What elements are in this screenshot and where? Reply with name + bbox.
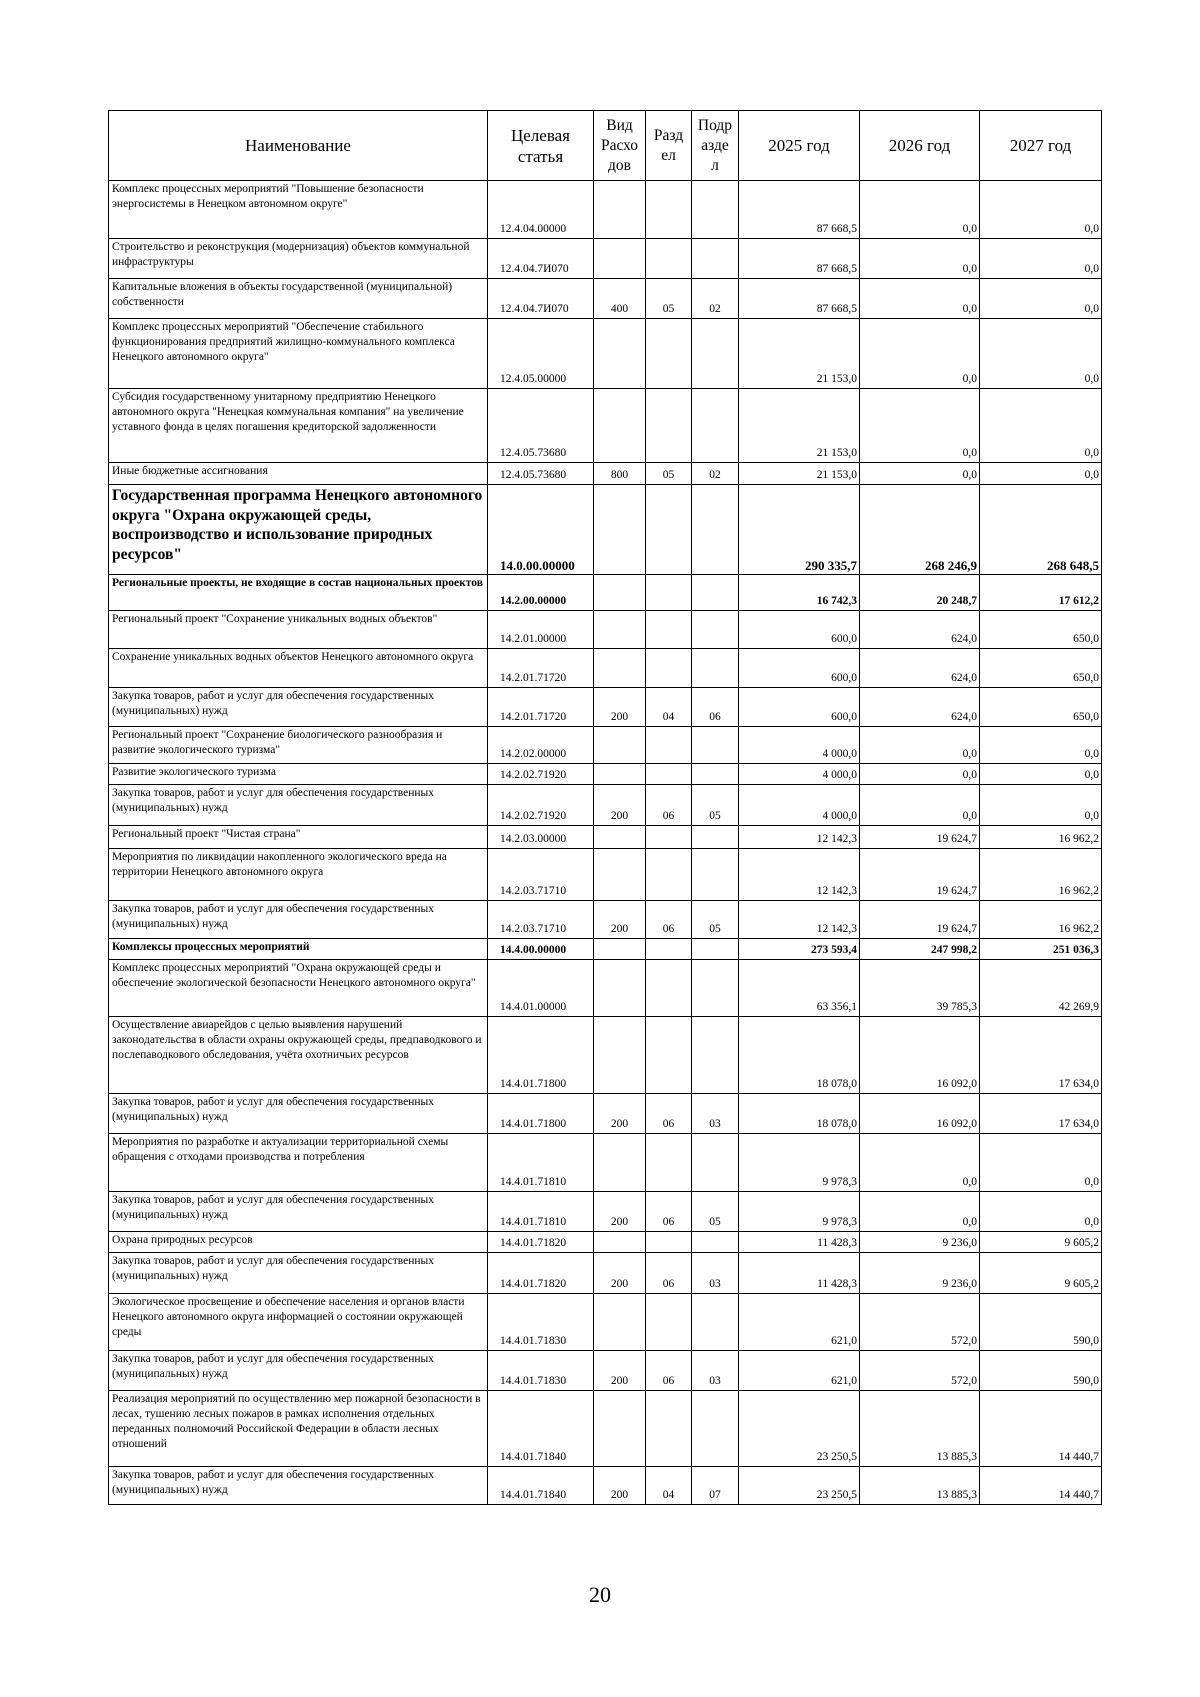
- row-subsection: [692, 319, 739, 389]
- row-value-2027: 0,0: [980, 1192, 1102, 1232]
- row-target-code: 14.0.00.00000: [488, 485, 594, 575]
- row-value-2026: 16 092,0: [860, 1017, 980, 1094]
- row-value-2026: 0,0: [860, 463, 980, 485]
- row-value-2025: 9 978,3: [739, 1134, 860, 1192]
- row-exp-type: [594, 649, 646, 688]
- row-subsection: 03: [692, 1253, 739, 1294]
- table-row: [109, 688, 1102, 727]
- table-row: [109, 960, 1102, 1017]
- row-value-2026: 39 785,3: [860, 960, 980, 1017]
- row-subsection: [692, 1017, 739, 1094]
- row-target-code: 14.2.02.71920: [488, 785, 594, 826]
- row-subsection: [692, 1391, 739, 1467]
- row-value-2026: 624,0: [860, 649, 980, 688]
- row-exp-type: 200: [594, 688, 646, 727]
- row-subsection: 05: [692, 1192, 739, 1232]
- row-value-2025: 273 593,4: [739, 939, 860, 960]
- row-name: Закупка товаров, работ и услуг для обеспечения государственных (муниципальных) нужд: [109, 785, 488, 826]
- row-section: [646, 575, 692, 611]
- row-value-2025: 12 142,3: [739, 849, 860, 901]
- row-value-2027: 590,0: [980, 1351, 1102, 1391]
- row-target-code: 14.4.01.71840: [488, 1391, 594, 1467]
- row-value-2025: 621,0: [739, 1294, 860, 1351]
- table-row: [109, 1017, 1102, 1094]
- row-name: Развитие экологического туризма: [109, 764, 488, 785]
- row-value-2027: 42 269,9: [980, 960, 1102, 1017]
- row-name: Региональный проект "Сохранение биологического разнообразия и развитие экологического туризма": [109, 727, 488, 764]
- table-row: [109, 463, 1102, 485]
- row-exp-type: [594, 849, 646, 901]
- row-value-2027: 0,0: [980, 463, 1102, 485]
- row-value-2027: 17 634,0: [980, 1017, 1102, 1094]
- row-value-2027: 16 962,2: [980, 826, 1102, 849]
- row-section: [646, 319, 692, 389]
- row-value-2025: 4 000,0: [739, 764, 860, 785]
- table-row: [109, 649, 1102, 688]
- row-value-2027: 0,0: [980, 727, 1102, 764]
- table-row: [109, 1192, 1102, 1232]
- table-row: [109, 1094, 1102, 1134]
- row-value-2027: 14 440,7: [980, 1391, 1102, 1467]
- row-name: Комплексы процессных мероприятий: [109, 939, 488, 960]
- row-value-2025: 63 356,1: [739, 960, 860, 1017]
- row-section: [646, 764, 692, 785]
- row-target-code: 14.4.01.71800: [488, 1017, 594, 1094]
- row-value-2025: 21 153,0: [739, 389, 860, 463]
- table-row: [109, 1294, 1102, 1351]
- row-value-2026: 624,0: [860, 688, 980, 727]
- row-value-2026: 13 885,3: [860, 1391, 980, 1467]
- row-subsection: [692, 727, 739, 764]
- row-value-2026: 0,0: [860, 181, 980, 239]
- row-section: [646, 389, 692, 463]
- row-section: [646, 1134, 692, 1192]
- row-section: 06: [646, 901, 692, 939]
- row-value-2027: 0,0: [980, 279, 1102, 319]
- row-target-code: 14.2.01.71720: [488, 688, 594, 727]
- row-value-2025: 18 078,0: [739, 1094, 860, 1134]
- row-value-2025: 11 428,3: [739, 1253, 860, 1294]
- row-subsection: 05: [692, 901, 739, 939]
- row-name: Экологическое просвещение и обеспечение населения и органов власти Ненецкого автономного округа информацией о состоянии окружающей среды: [109, 1294, 488, 1351]
- row-name: Комплекс процессных мероприятий "Обеспечение стабильного функционирования предприятий жилищно-коммунального комплекса Ненецкого автономного округа": [109, 319, 488, 389]
- row-target-code: 12.4.05.00000: [488, 319, 594, 389]
- row-target-code: 14.4.01.71810: [488, 1134, 594, 1192]
- row-value-2026: 247 998,2: [860, 939, 980, 960]
- row-exp-type: [594, 181, 646, 239]
- row-exp-type: 200: [594, 1351, 646, 1391]
- row-value-2027: 14 440,7: [980, 1467, 1102, 1505]
- row-value-2025: 621,0: [739, 1351, 860, 1391]
- row-value-2025: 21 153,0: [739, 463, 860, 485]
- row-exp-type: 800: [594, 463, 646, 485]
- table-row: [109, 1351, 1102, 1391]
- row-value-2026: 0,0: [860, 389, 980, 463]
- row-value-2027: 9 605,2: [980, 1253, 1102, 1294]
- row-name: Сохранение уникальных водных объектов Ненецкого автономного округа: [109, 649, 488, 688]
- row-value-2026: 9 236,0: [860, 1253, 980, 1294]
- row-subsection: 02: [692, 279, 739, 319]
- row-value-2026: 19 624,7: [860, 901, 980, 939]
- row-value-2027: 650,0: [980, 688, 1102, 727]
- row-section: [646, 611, 692, 649]
- row-value-2027: 251 036,3: [980, 939, 1102, 960]
- table-row: [109, 319, 1102, 389]
- row-exp-type: [594, 826, 646, 849]
- row-name: Реализация мероприятий по осуществлению мер пожарной безопасности в лесах, тушению лесных пожаров в рамках исполнения отдельных переданных полномочий Российской Федерации в области лесных отношений: [109, 1391, 488, 1467]
- row-subsection: [692, 939, 739, 960]
- row-exp-type: [594, 575, 646, 611]
- row-section: 04: [646, 1467, 692, 1505]
- row-exp-type: 200: [594, 1094, 646, 1134]
- row-value-2026: 20 248,7: [860, 575, 980, 611]
- row-exp-type: 200: [594, 1253, 646, 1294]
- table-row: [109, 849, 1102, 901]
- row-target-code: 14.2.02.71920: [488, 764, 594, 785]
- row-value-2025: 11 428,3: [739, 1232, 860, 1253]
- header-name: Наименование: [109, 111, 488, 181]
- row-subsection: [692, 485, 739, 575]
- row-section: 04: [646, 688, 692, 727]
- row-value-2026: 0,0: [860, 785, 980, 826]
- row-value-2027: 17 612,2: [980, 575, 1102, 611]
- row-value-2025: 9 978,3: [739, 1192, 860, 1232]
- row-name: Региональные проекты, не входящие в состав национальных проектов: [109, 575, 488, 611]
- row-subsection: [692, 611, 739, 649]
- row-name: Мероприятия по разработке и актуализации территориальной схемы обращения с отходами производства и потребления: [109, 1134, 488, 1192]
- row-subsection: 03: [692, 1351, 739, 1391]
- row-target-code: 12.4.04.7И070: [488, 239, 594, 279]
- row-exp-type: 200: [594, 785, 646, 826]
- row-exp-type: [594, 611, 646, 649]
- row-subsection: [692, 389, 739, 463]
- table-row: [109, 611, 1102, 649]
- row-value-2026: 0,0: [860, 279, 980, 319]
- row-name: Иные бюджетные ассигнования: [109, 463, 488, 485]
- row-value-2027: 650,0: [980, 649, 1102, 688]
- row-value-2025: 16 742,3: [739, 575, 860, 611]
- row-value-2025: 12 142,3: [739, 901, 860, 939]
- row-target-code: 12.4.05.73680: [488, 463, 594, 485]
- row-target-code: 14.4.01.71810: [488, 1192, 594, 1232]
- table-row: [109, 575, 1102, 611]
- row-target-code: 14.4.00.00000: [488, 939, 594, 960]
- row-section: [646, 485, 692, 575]
- row-value-2026: 9 236,0: [860, 1232, 980, 1253]
- row-value-2026: 572,0: [860, 1351, 980, 1391]
- row-target-code: 14.4.01.71830: [488, 1294, 594, 1351]
- row-section: 06: [646, 1094, 692, 1134]
- row-value-2027: 0,0: [980, 1134, 1102, 1192]
- row-subsection: 02: [692, 463, 739, 485]
- row-name: Закупка товаров, работ и услуг для обеспечения государственных (муниципальных) нужд: [109, 1192, 488, 1232]
- row-exp-type: 200: [594, 1192, 646, 1232]
- row-value-2025: 87 668,5: [739, 279, 860, 319]
- row-name: Капитальные вложения в объекты государственной (муниципальной) собственности: [109, 279, 488, 319]
- row-section: [646, 1294, 692, 1351]
- row-name: Закупка товаров, работ и услуг для обеспечения государственных (муниципальных) нужд: [109, 1351, 488, 1391]
- row-value-2026: 268 246,9: [860, 485, 980, 575]
- table-row: [109, 826, 1102, 849]
- row-section: [646, 1017, 692, 1094]
- row-section: 06: [646, 1253, 692, 1294]
- row-name: Закупка товаров, работ и услуг для обеспечения государственных (муниципальных) нужд: [109, 1467, 488, 1505]
- header-2026: 2026 год: [860, 111, 980, 181]
- row-section: 06: [646, 1192, 692, 1232]
- table-row: [109, 279, 1102, 319]
- row-value-2025: 600,0: [739, 649, 860, 688]
- table-row: [109, 939, 1102, 960]
- row-exp-type: [594, 1134, 646, 1192]
- row-name: Охрана природных ресурсов: [109, 1232, 488, 1253]
- table-row: [109, 1232, 1102, 1253]
- row-subsection: [692, 1294, 739, 1351]
- row-value-2026: 0,0: [860, 764, 980, 785]
- row-subsection: 03: [692, 1094, 739, 1134]
- header-2027: 2027 год: [980, 111, 1102, 181]
- row-subsection: [692, 764, 739, 785]
- row-value-2025: 290 335,7: [739, 485, 860, 575]
- row-subsection: [692, 960, 739, 1017]
- row-value-2027: 0,0: [980, 319, 1102, 389]
- row-exp-type: [594, 1391, 646, 1467]
- row-exp-type: 200: [594, 901, 646, 939]
- row-value-2026: 0,0: [860, 319, 980, 389]
- row-value-2025: 600,0: [739, 688, 860, 727]
- row-value-2027: 9 605,2: [980, 1232, 1102, 1253]
- row-value-2026: 19 624,7: [860, 849, 980, 901]
- row-subsection: [692, 1232, 739, 1253]
- row-target-code: 14.2.03.00000: [488, 826, 594, 849]
- row-section: [646, 960, 692, 1017]
- row-value-2025: 21 153,0: [739, 319, 860, 389]
- row-value-2026: 16 092,0: [860, 1094, 980, 1134]
- row-value-2027: 0,0: [980, 239, 1102, 279]
- row-section: [646, 939, 692, 960]
- header-section: Разд ел: [646, 111, 692, 181]
- row-value-2025: 18 078,0: [739, 1017, 860, 1094]
- row-subsection: [692, 649, 739, 688]
- header-exp-type: Вид Расхо дов: [594, 111, 646, 181]
- row-subsection: 06: [692, 688, 739, 727]
- page-number: 20: [589, 1582, 611, 1607]
- row-exp-type: [594, 1294, 646, 1351]
- row-subsection: [692, 575, 739, 611]
- row-target-code: 14.2.01.00000: [488, 611, 594, 649]
- row-value-2027: 0,0: [980, 785, 1102, 826]
- row-value-2027: 590,0: [980, 1294, 1102, 1351]
- row-target-code: 14.2.03.71710: [488, 849, 594, 901]
- row-value-2026: 572,0: [860, 1294, 980, 1351]
- row-section: 05: [646, 279, 692, 319]
- row-value-2027: 17 634,0: [980, 1094, 1102, 1134]
- table-row: [109, 727, 1102, 764]
- row-subsection: 07: [692, 1467, 739, 1505]
- budget-table: [108, 110, 1102, 1505]
- row-name: Государственная программа Ненецкого автономного округа "Охрана окружающей среды, воспроизводство и использование природных ресурсов": [109, 485, 488, 575]
- row-target-code: 12.4.04.7И070: [488, 279, 594, 319]
- row-name: Закупка товаров, работ и услуг для обеспечения государственных (муниципальных) нужд: [109, 1094, 488, 1134]
- row-exp-type: [594, 319, 646, 389]
- row-name: Комплекс процессных мероприятий "Повышение безопасности энергосистемы в Ненецком автономном округе": [109, 181, 488, 239]
- row-value-2027: 650,0: [980, 611, 1102, 649]
- row-section: [646, 1391, 692, 1467]
- row-section: [646, 649, 692, 688]
- row-exp-type: [594, 485, 646, 575]
- row-name: Закупка товаров, работ и услуг для обеспечения государственных (муниципальных) нужд: [109, 901, 488, 939]
- row-value-2027: 0,0: [980, 181, 1102, 239]
- row-value-2027: 16 962,2: [980, 849, 1102, 901]
- row-name: Закупка товаров, работ и услуг для обеспечения государственных (муниципальных) нужд: [109, 688, 488, 727]
- row-section: [646, 727, 692, 764]
- row-value-2026: 19 624,7: [860, 826, 980, 849]
- row-value-2025: 87 668,5: [739, 181, 860, 239]
- header-target: Целевая статья: [488, 111, 594, 181]
- row-name: Мероприятия по ликвидации накопленного экологического вреда на территории Ненецкого автономного округа: [109, 849, 488, 901]
- row-value-2025: 4 000,0: [739, 727, 860, 764]
- table-row: [109, 1467, 1102, 1505]
- row-subsection: [692, 826, 739, 849]
- table-row: [109, 239, 1102, 279]
- row-value-2027: 268 648,5: [980, 485, 1102, 575]
- row-target-code: 14.2.03.71710: [488, 901, 594, 939]
- row-exp-type: [594, 727, 646, 764]
- row-section: [646, 181, 692, 239]
- row-exp-type: [594, 764, 646, 785]
- row-subsection: [692, 239, 739, 279]
- row-target-code: 12.4.04.00000: [488, 181, 594, 239]
- table-body: [109, 181, 1102, 1505]
- row-section: 06: [646, 785, 692, 826]
- row-target-code: 14.4.01.71800: [488, 1094, 594, 1134]
- row-value-2026: 624,0: [860, 611, 980, 649]
- row-target-code: 14.4.01.71820: [488, 1253, 594, 1294]
- row-subsection: [692, 181, 739, 239]
- row-section: [646, 826, 692, 849]
- row-exp-type: [594, 239, 646, 279]
- row-target-code: 14.4.01.71830: [488, 1351, 594, 1391]
- row-value-2027: 16 962,2: [980, 901, 1102, 939]
- row-value-2026: 13 885,3: [860, 1467, 980, 1505]
- table-row: [109, 181, 1102, 239]
- row-exp-type: 200: [594, 1467, 646, 1505]
- table-row: [109, 764, 1102, 785]
- table-row: [109, 901, 1102, 939]
- header-row: [109, 111, 1102, 181]
- row-value-2025: 12 142,3: [739, 826, 860, 849]
- row-exp-type: [594, 939, 646, 960]
- header-2025: 2025 год: [739, 111, 860, 181]
- row-value-2025: 4 000,0: [739, 785, 860, 826]
- row-exp-type: [594, 1017, 646, 1094]
- row-value-2025: 23 250,5: [739, 1467, 860, 1505]
- row-value-2025: 23 250,5: [739, 1391, 860, 1467]
- table-row: [109, 1391, 1102, 1467]
- table-row: [109, 389, 1102, 463]
- row-name: Субсидия государственному унитарному предприятию Ненецкого автономного округа "Ненецкая коммунальная компания" на увеличение уставного фонда в целях погашения кредиторской задолженности: [109, 389, 488, 463]
- row-target-code: 14.2.01.71720: [488, 649, 594, 688]
- row-section: 06: [646, 1351, 692, 1391]
- row-section: [646, 849, 692, 901]
- row-exp-type: [594, 960, 646, 1017]
- row-subsection: [692, 1134, 739, 1192]
- row-target-code: 14.4.01.71820: [488, 1232, 594, 1253]
- row-target-code: 14.4.01.71840: [488, 1467, 594, 1505]
- row-value-2026: 0,0: [860, 1192, 980, 1232]
- row-section: [646, 239, 692, 279]
- row-name: Региональный проект "Сохранение уникальных водных объектов": [109, 611, 488, 649]
- row-name: Региональный проект "Чистая страна": [109, 826, 488, 849]
- row-section: 05: [646, 463, 692, 485]
- row-name: Строительство и реконструкция (модернизация) объектов коммунальной инфраструктуры: [109, 239, 488, 279]
- table-row: [109, 785, 1102, 826]
- row-name: Закупка товаров, работ и услуг для обеспечения государственных (муниципальных) нужд: [109, 1253, 488, 1294]
- row-exp-type: 400: [594, 279, 646, 319]
- row-target-code: 14.2.02.00000: [488, 727, 594, 764]
- row-value-2025: 87 668,5: [739, 239, 860, 279]
- row-subsection: 05: [692, 785, 739, 826]
- row-value-2026: 0,0: [860, 727, 980, 764]
- row-name: Комплекс процессных мероприятий "Охрана окружающей среды и обеспечение экологической безопасности Ненецкого автономного округа": [109, 960, 488, 1017]
- row-subsection: [692, 849, 739, 901]
- table-row: [109, 1253, 1102, 1294]
- row-exp-type: [594, 389, 646, 463]
- row-value-2026: 0,0: [860, 1134, 980, 1192]
- row-value-2027: 0,0: [980, 764, 1102, 785]
- row-target-code: 12.4.05.73680: [488, 389, 594, 463]
- table-row: [109, 1134, 1102, 1192]
- row-exp-type: [594, 1232, 646, 1253]
- row-name: Осуществление авиарейдов с целью выявления нарушений законодательства в области охраны окружающей среды, предпаводкового и послепаводкового обследования, учёта охотничьих ресурсов: [109, 1017, 488, 1094]
- row-target-code: 14.2.00.00000: [488, 575, 594, 611]
- row-value-2027: 0,0: [980, 389, 1102, 463]
- header-subsection: Подр азде л: [692, 111, 739, 181]
- row-value-2025: 600,0: [739, 611, 860, 649]
- row-section: [646, 1232, 692, 1253]
- table-row: [109, 485, 1102, 575]
- row-target-code: 14.4.01.00000: [488, 960, 594, 1017]
- row-value-2026: 0,0: [860, 239, 980, 279]
